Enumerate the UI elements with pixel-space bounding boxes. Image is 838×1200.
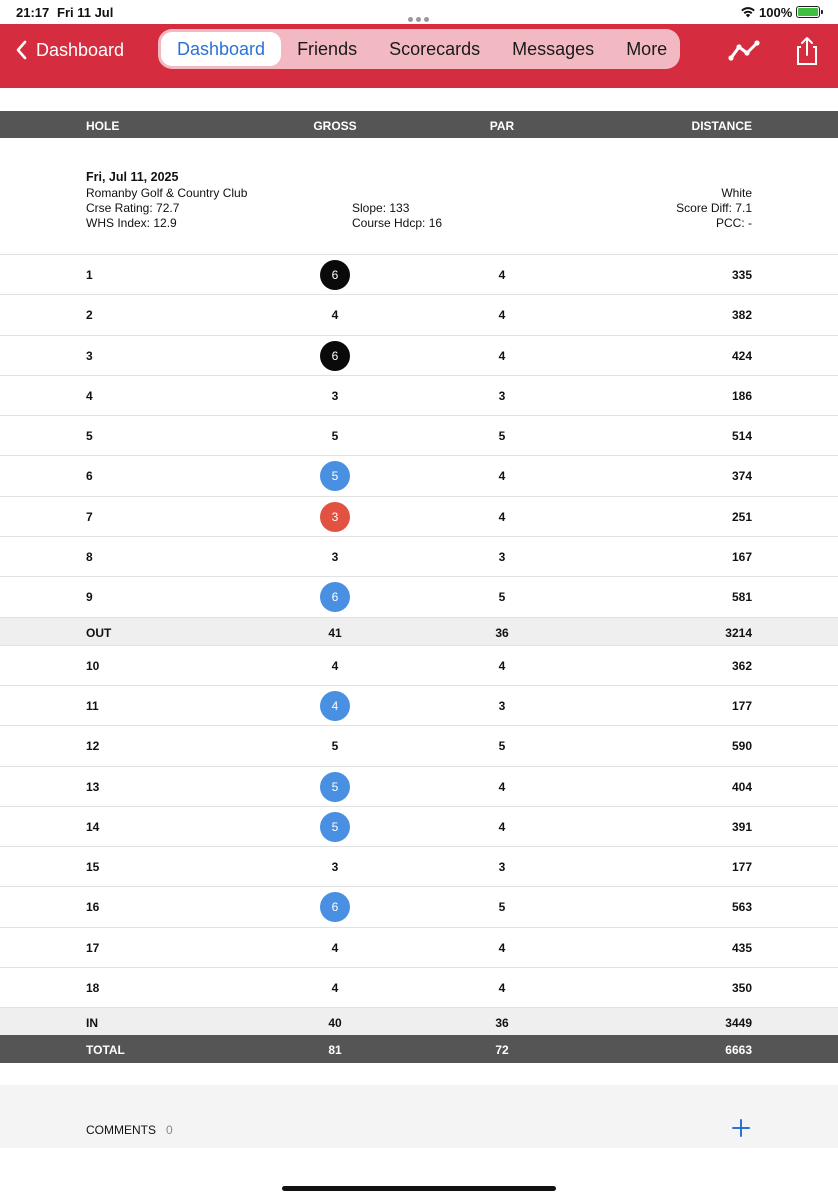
course-handicap: Course Hdcp: 16 xyxy=(352,216,443,230)
tab-messages[interactable]: Messages xyxy=(512,39,595,59)
distance-value: 251 xyxy=(731,509,752,524)
chevron-left-icon xyxy=(12,38,34,62)
distance-value: 514 xyxy=(731,429,752,444)
par-value: 4 xyxy=(498,469,506,484)
par-value: 5 xyxy=(498,739,506,754)
hole-number: 18 xyxy=(86,981,100,996)
tab-scorecards[interactable]: Scorecards xyxy=(389,39,481,59)
hole-number: 5 xyxy=(86,429,93,444)
table-row[interactable] xyxy=(0,536,838,576)
scorecard-header-row xyxy=(0,111,838,138)
hole-number: 17 xyxy=(86,940,100,955)
table-row[interactable] xyxy=(0,496,838,536)
par-value: 4 xyxy=(498,509,506,524)
total-row-label: TOTAL xyxy=(86,1043,125,1058)
tab-dashboard[interactable]: Dashboard xyxy=(161,32,281,66)
share-icon[interactable] xyxy=(790,36,824,66)
status-date: Fri 11 Jul xyxy=(57,5,114,20)
header-gross: GROSS xyxy=(313,119,357,133)
gross-score-badge: 5 xyxy=(320,461,350,491)
gross-score: 5 xyxy=(331,429,339,444)
status-bar xyxy=(0,0,838,24)
gross-score: 3 xyxy=(331,860,339,875)
home-indicator[interactable] xyxy=(282,1186,556,1191)
hole-number: 4 xyxy=(86,388,93,403)
par-value: 4 xyxy=(498,940,506,955)
par-value: 4 xyxy=(498,779,506,794)
distance-value: 350 xyxy=(731,981,752,996)
distance-value: 435 xyxy=(731,940,752,955)
out-row-gross: 41 xyxy=(328,625,342,640)
gross-score-badge: 6 xyxy=(320,341,350,371)
course-rating: Crse Rating: 72.7 xyxy=(86,201,180,215)
distance-value: 177 xyxy=(731,860,752,875)
table-row[interactable] xyxy=(0,967,838,1007)
in-row-gross: 40 xyxy=(328,1016,342,1031)
in-row xyxy=(0,1007,838,1035)
table-row[interactable] xyxy=(0,375,838,415)
distance-value: 177 xyxy=(731,698,752,713)
hole-number: 11 xyxy=(86,698,99,713)
distance-value: 590 xyxy=(731,739,752,754)
tab-more[interactable]: More xyxy=(626,39,668,59)
table-row[interactable] xyxy=(0,294,838,334)
par-value: 3 xyxy=(498,388,506,403)
club-name: Romanby Golf & Country Club xyxy=(86,186,248,200)
in-row-par: 36 xyxy=(495,1016,509,1031)
par-value: 4 xyxy=(498,658,506,673)
in-row-label: IN xyxy=(86,1016,98,1031)
table-row[interactable] xyxy=(0,725,838,765)
out-row xyxy=(0,617,838,645)
table-row[interactable] xyxy=(0,455,838,495)
hole-number: 7 xyxy=(86,509,93,524)
par-value: 5 xyxy=(498,900,506,915)
hole-number: 1 xyxy=(86,268,93,282)
table-row[interactable] xyxy=(0,806,838,846)
distance-value: 563 xyxy=(731,900,752,915)
add-comment-button[interactable] xyxy=(730,1117,752,1139)
distance-value: 424 xyxy=(731,348,752,363)
distance-value: 186 xyxy=(731,388,752,403)
hole-number: 10 xyxy=(86,658,100,673)
total-row-gross: 81 xyxy=(328,1043,342,1058)
navigation-bar xyxy=(0,24,838,88)
out-row-distance: 3214 xyxy=(725,625,752,640)
slope: Slope: 133 xyxy=(352,201,410,215)
stats-line-icon[interactable] xyxy=(728,36,762,66)
par-value: 3 xyxy=(498,860,506,875)
par-value: 4 xyxy=(498,268,506,282)
hole-number: 13 xyxy=(86,779,100,794)
comments-label: COMMENTS xyxy=(86,1123,156,1137)
gross-score: 4 xyxy=(331,658,339,673)
front-nine-rows xyxy=(0,254,838,1063)
header-hole: HOLE xyxy=(86,119,120,133)
table-row[interactable] xyxy=(0,927,838,967)
tab-friends[interactable]: Friends xyxy=(297,39,358,59)
distance-value: 167 xyxy=(731,550,752,565)
gross-score: 3 xyxy=(331,550,339,565)
battery-percent: 100% xyxy=(759,5,793,20)
hole-number: 3 xyxy=(86,348,93,363)
score-differential: Score Diff: 7.1 xyxy=(676,201,752,215)
distance-value: 391 xyxy=(731,819,752,834)
gross-score-badge: 3 xyxy=(320,502,350,532)
header-par: PAR xyxy=(489,119,515,133)
par-value: 3 xyxy=(498,550,506,565)
par-value: 4 xyxy=(498,348,506,363)
round-info xyxy=(0,170,838,232)
gross-score: 4 xyxy=(331,940,339,955)
hole-number: 16 xyxy=(86,900,100,915)
par-value: 4 xyxy=(498,819,506,834)
wifi-icon xyxy=(740,5,756,18)
round-date: Fri, Jul 11, 2025 xyxy=(86,170,179,184)
comments-section xyxy=(0,1085,838,1148)
hole-number: 12 xyxy=(86,739,100,754)
table-row[interactable] xyxy=(0,415,838,455)
table-row[interactable] xyxy=(0,685,838,725)
hole-number: 14 xyxy=(86,819,100,834)
back-button[interactable] xyxy=(12,38,124,62)
par-value: 5 xyxy=(498,429,506,444)
table-row[interactable] xyxy=(0,645,838,685)
tee-color: White xyxy=(721,186,752,200)
gross-score-badge: 6 xyxy=(320,892,350,922)
table-row[interactable] xyxy=(0,335,838,375)
gross-score: 3 xyxy=(331,388,339,403)
table-row[interactable] xyxy=(0,886,838,926)
distance-value: 362 xyxy=(731,658,752,673)
back-button-label: Dashboard xyxy=(36,39,125,60)
total-row-par: 72 xyxy=(495,1043,509,1058)
battery-icon xyxy=(796,6,820,18)
table-row[interactable] xyxy=(0,576,838,616)
table-row[interactable] xyxy=(0,846,838,886)
gross-score: 4 xyxy=(331,981,339,996)
gross-score-badge: 6 xyxy=(320,260,350,290)
gross-score: 4 xyxy=(331,308,339,323)
whs-index: WHS Index: 12.9 xyxy=(86,216,177,230)
gross-score: 5 xyxy=(331,739,339,754)
pcc: PCC: - xyxy=(716,216,752,230)
in-row-distance: 3449 xyxy=(725,1016,752,1031)
out-row-label: OUT xyxy=(86,625,112,640)
gross-score-badge: 6 xyxy=(320,582,350,612)
distance-value: 581 xyxy=(731,590,752,605)
header-distance: DISTANCE xyxy=(691,119,752,133)
hole-number: 8 xyxy=(86,550,93,565)
gross-score-badge: 5 xyxy=(320,772,350,802)
par-value: 4 xyxy=(498,981,506,996)
distance-value: 382 xyxy=(731,308,752,323)
total-row-distance: 6663 xyxy=(725,1043,752,1058)
total-row xyxy=(0,1035,838,1063)
multitasking-dots-icon[interactable] xyxy=(408,10,432,14)
comments-count: 0 xyxy=(166,1123,173,1137)
distance-value: 335 xyxy=(731,268,752,282)
par-value: 4 xyxy=(498,308,506,323)
section-tabs xyxy=(158,29,680,69)
gross-score-badge: 4 xyxy=(320,691,350,721)
par-value: 3 xyxy=(498,698,506,713)
hole-number: 15 xyxy=(86,860,100,875)
hole-number: 9 xyxy=(86,590,93,605)
distance-value: 404 xyxy=(731,779,752,794)
par-value: 5 xyxy=(498,590,506,605)
hole-number: 2 xyxy=(86,308,93,323)
hole-number: 6 xyxy=(86,469,93,484)
status-time: 21:17 xyxy=(16,5,50,20)
gross-score-badge: 5 xyxy=(320,812,350,842)
out-row-par: 36 xyxy=(495,625,509,640)
distance-value: 374 xyxy=(731,469,752,484)
table-row[interactable] xyxy=(0,254,838,294)
table-row[interactable] xyxy=(0,766,838,806)
